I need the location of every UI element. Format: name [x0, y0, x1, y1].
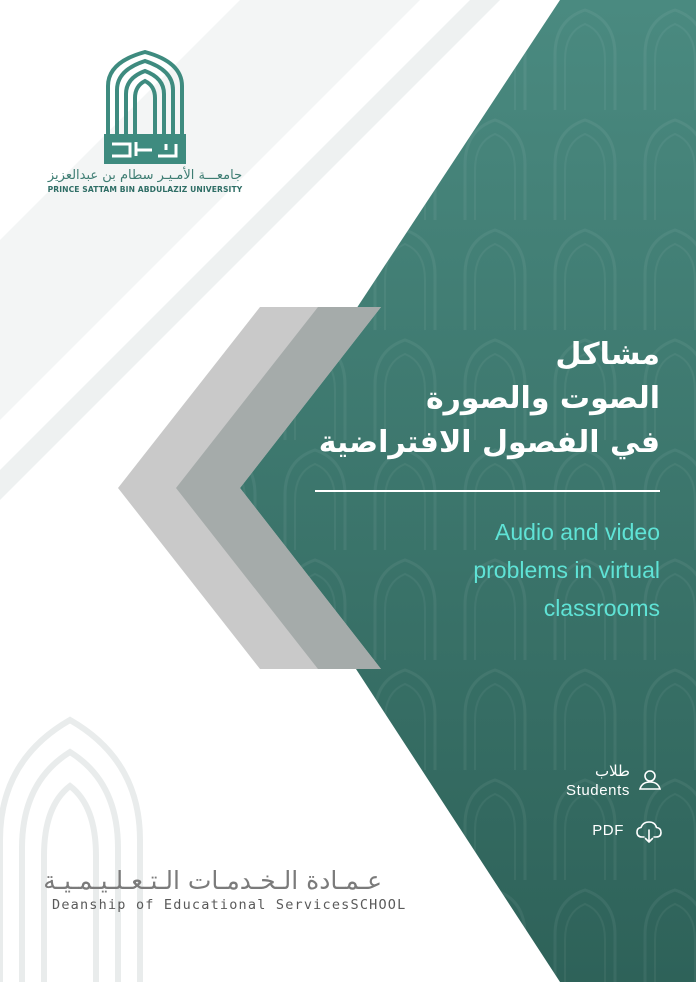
title-divider — [315, 490, 660, 492]
title-arabic-line: الصوت والصورة — [425, 381, 660, 416]
university-logo — [104, 50, 186, 166]
audience-label-english: Students — [565, 782, 630, 799]
title-english-line: problems in virtual — [473, 557, 660, 583]
watermark-arch — [0, 720, 140, 982]
title-arabic-line: مشاكل — [555, 337, 660, 372]
title-arabic — [318, 333, 660, 465]
cloud-download-icon — [636, 820, 662, 844]
university-name-arabic: جامعـــة الأمـيـر سطام بن عبدالعزيز — [47, 168, 243, 183]
audience-label-arabic: طلاب — [594, 762, 630, 780]
title-english-line: classrooms — [543, 595, 660, 621]
audience — [566, 761, 630, 801]
university-name-english: PRINCE SATTAM BIN ABDULAZIZ UNIVERSITY — [47, 185, 243, 194]
title-english — [360, 513, 660, 627]
user-icon — [638, 767, 662, 791]
format-label: PDF — [592, 822, 624, 839]
deanship-name-arabic: عـمـادة الـخـدمـات الـتـعـلـيـمـيـة — [43, 866, 382, 895]
deanship-name-english: Deanship of Educational ServicesSCHOOL — [52, 897, 407, 913]
title-arabic-line: في الفصول الافتراضية — [318, 425, 660, 460]
title-english-line: Audio and video — [495, 519, 660, 545]
